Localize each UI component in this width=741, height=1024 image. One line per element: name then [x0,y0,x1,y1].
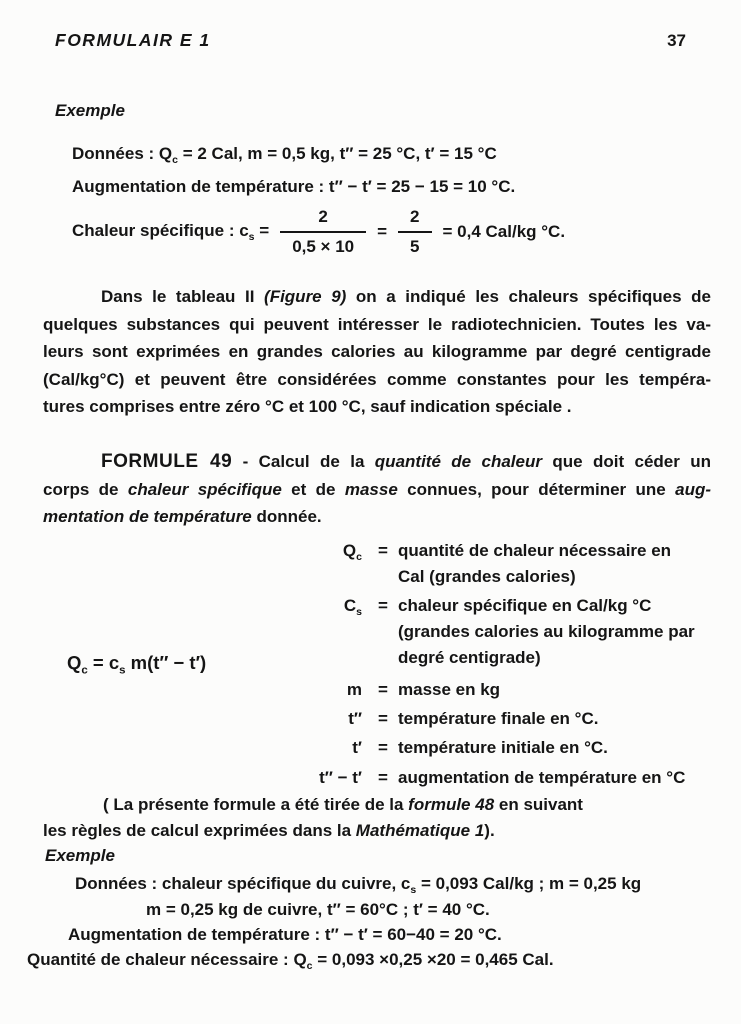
definitions-list [270,538,732,791]
definition-text-line: température initiale en °C. [398,738,608,757]
formula-label: Chaleur spécifique : $c_s$ = [72,221,270,243]
page-header [55,30,686,51]
fraction-2-numerator: 2 [398,207,431,233]
definition-row-t-initial [270,735,732,761]
definition-row-cs [270,593,732,671]
definition-text-line: Cal (grandes calories) [398,567,576,586]
main-formula: $Q_c = c_s$ m(t″ − t′) [67,652,207,677]
example2-line-2: m = 0,25 kg de cuivre, t″ = 60°C ; t′ = 40 °C. [146,900,490,919]
definition-text-line: température finale en °C. [398,709,599,728]
example2-line-3: Augmentation de température : t″ − t′ = 60−40 = 20 °C. [68,925,502,944]
definition-equals: = [378,709,388,728]
paragraph-line: corps de chaleur spécifique et de masse connues, pour déterminer une aug- [43,479,711,499]
paragraph-line: tures comprises entre zéro °C et 100 °C, sauf indication spéciale . [43,397,572,416]
fraction-1-numerator: 2 [280,207,366,233]
fraction-2 [398,207,431,257]
formule-49-paragraph [43,448,711,531]
example2-heading: Exemple [45,846,115,865]
definition-text [398,593,732,671]
definition-equals: = [378,738,388,757]
paragraph-line: leurs sont exprimées en grandes calories au kilogramme par degré centigrade [43,342,711,361]
paragraph-line: mentation de température donnée. [43,507,322,526]
definition-row-m [270,677,732,703]
definition-symbol: $Q_c$ [342,541,362,563]
definition-symbol: t″ [348,709,362,728]
definition-text-line: degré centigrade) [398,648,541,667]
paragraph-line: quelques substances qui peuvent intéresser le radiotechnicien. Toutes les va- [43,314,711,334]
definition-text [398,677,732,703]
definition-equals: = [378,680,388,699]
definition-text [398,706,732,732]
example2-line-1: Données : chaleur spécifique du cuivre, $c_s = 0,093$ Cal/kg ; m = 0,25 kg [75,874,642,896]
definition-equals: = [378,596,388,615]
example1-donnees-line: Données : $Q_c = 2$ Cal, m = 0,5 kg, t″ = 25 °C, t′ = 15 °C [72,144,497,166]
specific-heat-formula [72,207,565,257]
equals-sign: = [377,222,388,241]
note-line-2: les règles de calcul exprimées dans la Mathématique 1). [43,821,495,840]
definition-equals: = [378,768,388,787]
definition-row-delta-t [270,765,732,791]
fraction-1 [280,207,366,257]
definition-symbol: m [346,680,362,699]
note-line-1: ( La présente formule a été tirée de la formule 48 en suivant [103,795,583,814]
fraction-1-denominator: 0,5 × 10 [292,237,355,256]
paragraph-line: (Cal/kg°C) et peuvent être considérées comme constantes pour les tempéra- [43,369,711,389]
running-title: FORMULAIR E 1 [55,30,211,50]
definition-row-t-final [270,706,732,732]
paragraph-line: Dans le tableau II (Figure 9) on a indiqué les chaleurs spécifiques de [101,287,711,306]
fraction-2-denominator: 5 [410,237,420,256]
definition-text-line: (grandes calories au kilogramme par [398,622,695,641]
definition-text-line: quantité de chaleur nécessaire en [398,541,672,560]
definition-symbol: $C_s$ [343,596,362,618]
formula-result: = 0,4 Cal/kg °C. [442,222,566,241]
example1-augmentation-line: Augmentation de température : t″ − t′ = 25 − 15 = 10 °C. [72,177,516,196]
definition-text [398,765,732,791]
definition-text-line: chaleur spécifique en Cal/kg °C [398,596,652,615]
paragraph-line: FORMULE 49 - Calcul de la quantité de chaleur que doit céder un [101,451,712,472]
definition-symbol: t″ − t′ [319,768,362,787]
definition-equals: = [378,541,388,560]
definition-row-qc [270,538,732,590]
definition-symbol: t′ [352,738,362,757]
page-number: 37 [667,31,686,50]
example1-heading: Exemple [55,101,125,120]
intro-paragraph [43,283,711,421]
example2-line-4: Quantité de chaleur nécessaire : $Q_c = 0,093 \times 0,25 \times 20 = 0,465$ Cal. [27,950,554,972]
definition-text-line: augmentation de température en °C [398,768,686,787]
definition-text-line: masse en kg [398,680,501,699]
definition-text [398,538,732,590]
definition-text [398,735,732,761]
